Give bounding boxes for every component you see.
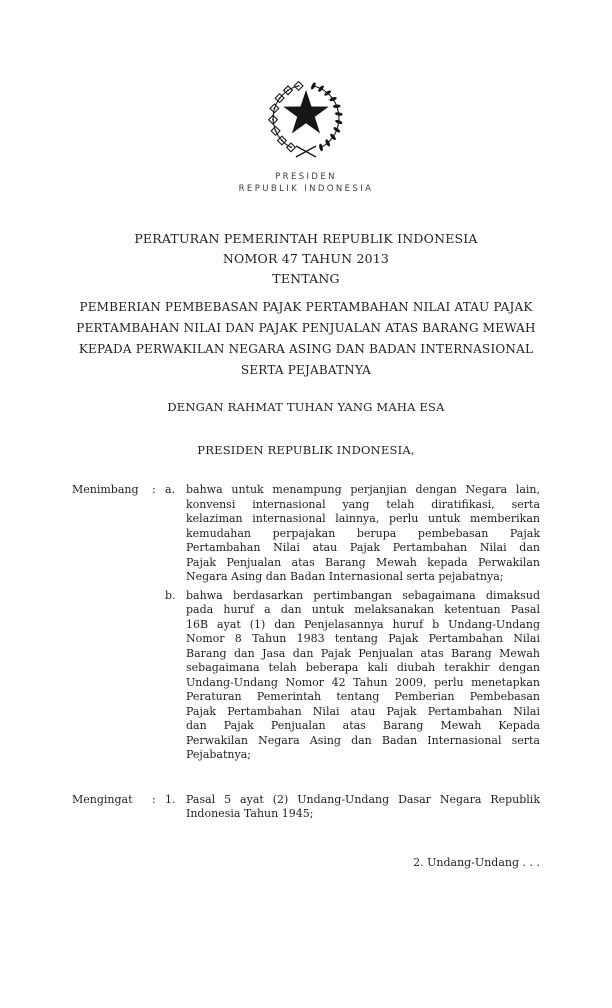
- text-line: Barang dan Jasa dan Pajak Penjualan atas Barang Mewah: [186, 646, 540, 660]
- doc-number-line: NOMOR 47 TAHUN 2013: [222, 251, 390, 266]
- considering-separator: :: [152, 483, 156, 496]
- text-line: bahwa untuk menampung perjanjian dengan Negara lain,: [186, 483, 540, 496]
- considering-item-a: [165, 483, 540, 585]
- text-line: Peraturan Pemerintah tentang Pemberian Pembebasan: [186, 690, 540, 703]
- item-marker: 1.: [165, 792, 176, 806]
- title-block: [0, 229, 612, 381]
- item-text-lines: [186, 589, 540, 763]
- considering-label: Menimbang: [72, 483, 139, 496]
- text-line: 16B ayat (1) dan Penjelasannya huruf b Undang-Undang: [186, 617, 540, 631]
- text-line: dan Pajak Penjualan atas Barang Mewah Kepada: [186, 719, 540, 732]
- text-line: Perwakilan Negara Asing dan Badan Internasional serta: [186, 733, 540, 747]
- text-line: Pertambahan Nilai atau Pajak Pertambahan Nilai dan: [186, 541, 540, 554]
- text-line: sebagaimana telah beberapa kali diubah terakhir dengan: [186, 661, 540, 674]
- item-marker: b.: [165, 588, 176, 602]
- about-label: TENTANG: [272, 271, 340, 286]
- recalling-section: [72, 793, 540, 822]
- recalling-separator: :: [152, 792, 156, 806]
- text-line: konvensi internasional yang telah diratifikasi, serta: [186, 497, 540, 511]
- doc-type-line: PERATURAN PEMERINTAH REPUBLIK INDONESIA: [134, 231, 478, 246]
- text-line: bahwa berdasarkan pertimbangan sebagaimana dimaksud: [186, 588, 540, 602]
- presidential-seal-icon: [254, 76, 358, 168]
- item-text-lines: [186, 483, 540, 585]
- recalling-label: Mengingat: [72, 792, 133, 806]
- text-line: kelaziman internasional lainnya, perlu untuk memberikan: [186, 512, 540, 525]
- text-line: Undang-Undang Nomor 42 Tahun 2009, perlu menetapkan: [186, 675, 540, 689]
- recalling-items: [165, 793, 540, 822]
- item-marker: a.: [165, 483, 176, 496]
- text-line: kemudahan perpajakan berupa pembebasan Pajak: [186, 526, 540, 540]
- text-line: Pasal 5 ayat (2) Undang-Undang Dasar Negara Republik: [186, 792, 540, 806]
- subject-title: [0, 297, 612, 381]
- text-line: PEMBERIAN PEMBEBASAN PAJAK PERTAMBAHAN NILAI ATAU PAJAK: [79, 300, 533, 314]
- text-line: KEPADA PERWAKILAN NEGARA ASING DAN BADAN INTERNASIONAL: [78, 342, 534, 356]
- recalling-item-1: [165, 793, 540, 822]
- letterhead-org-line1: PRESIDEN: [275, 172, 337, 182]
- letterhead-org-line2: REPUBLIK INDONESIA: [238, 184, 374, 194]
- text-line: Pajak Penjualan atas Barang Mewah kepada Perwakilan: [186, 555, 540, 569]
- text-line: pada huruf a dan untuk melaksanakan ketentuan Pasal: [186, 603, 540, 616]
- text-line: Pejabatnya;: [186, 748, 251, 761]
- issuer-line: PRESIDEN REPUBLIK INDONESIA,: [197, 443, 415, 457]
- considering-item-b: [165, 589, 540, 763]
- letterhead: [0, 0, 612, 195]
- catchword: 2. Undang-Undang . . .: [413, 855, 540, 869]
- text-line: PERTAMBAHAN NILAI DAN PAJAK PENJUALAN ATAS BARANG MEWAH: [76, 321, 536, 335]
- invocation-line: DENGAN RAHMAT TUHAN YANG MAHA ESA: [167, 400, 445, 414]
- text-line: SERTA PEJABATNYA: [240, 363, 372, 377]
- considering-items: [165, 483, 540, 763]
- text-line: Negara Asing dan Badan Internasional serta pejabatnya;: [186, 570, 504, 583]
- text-line: Nomor 8 Tahun 1983 tentang Pajak Pertambahan Nilai: [186, 632, 540, 645]
- text-line: Pajak Pertambahan Nilai atau Pajak Pertambahan Nilai: [186, 704, 540, 718]
- text-line: Indonesia Tahun 1945;: [186, 807, 314, 820]
- item-text-lines: [186, 793, 540, 822]
- considering-section: [72, 483, 540, 763]
